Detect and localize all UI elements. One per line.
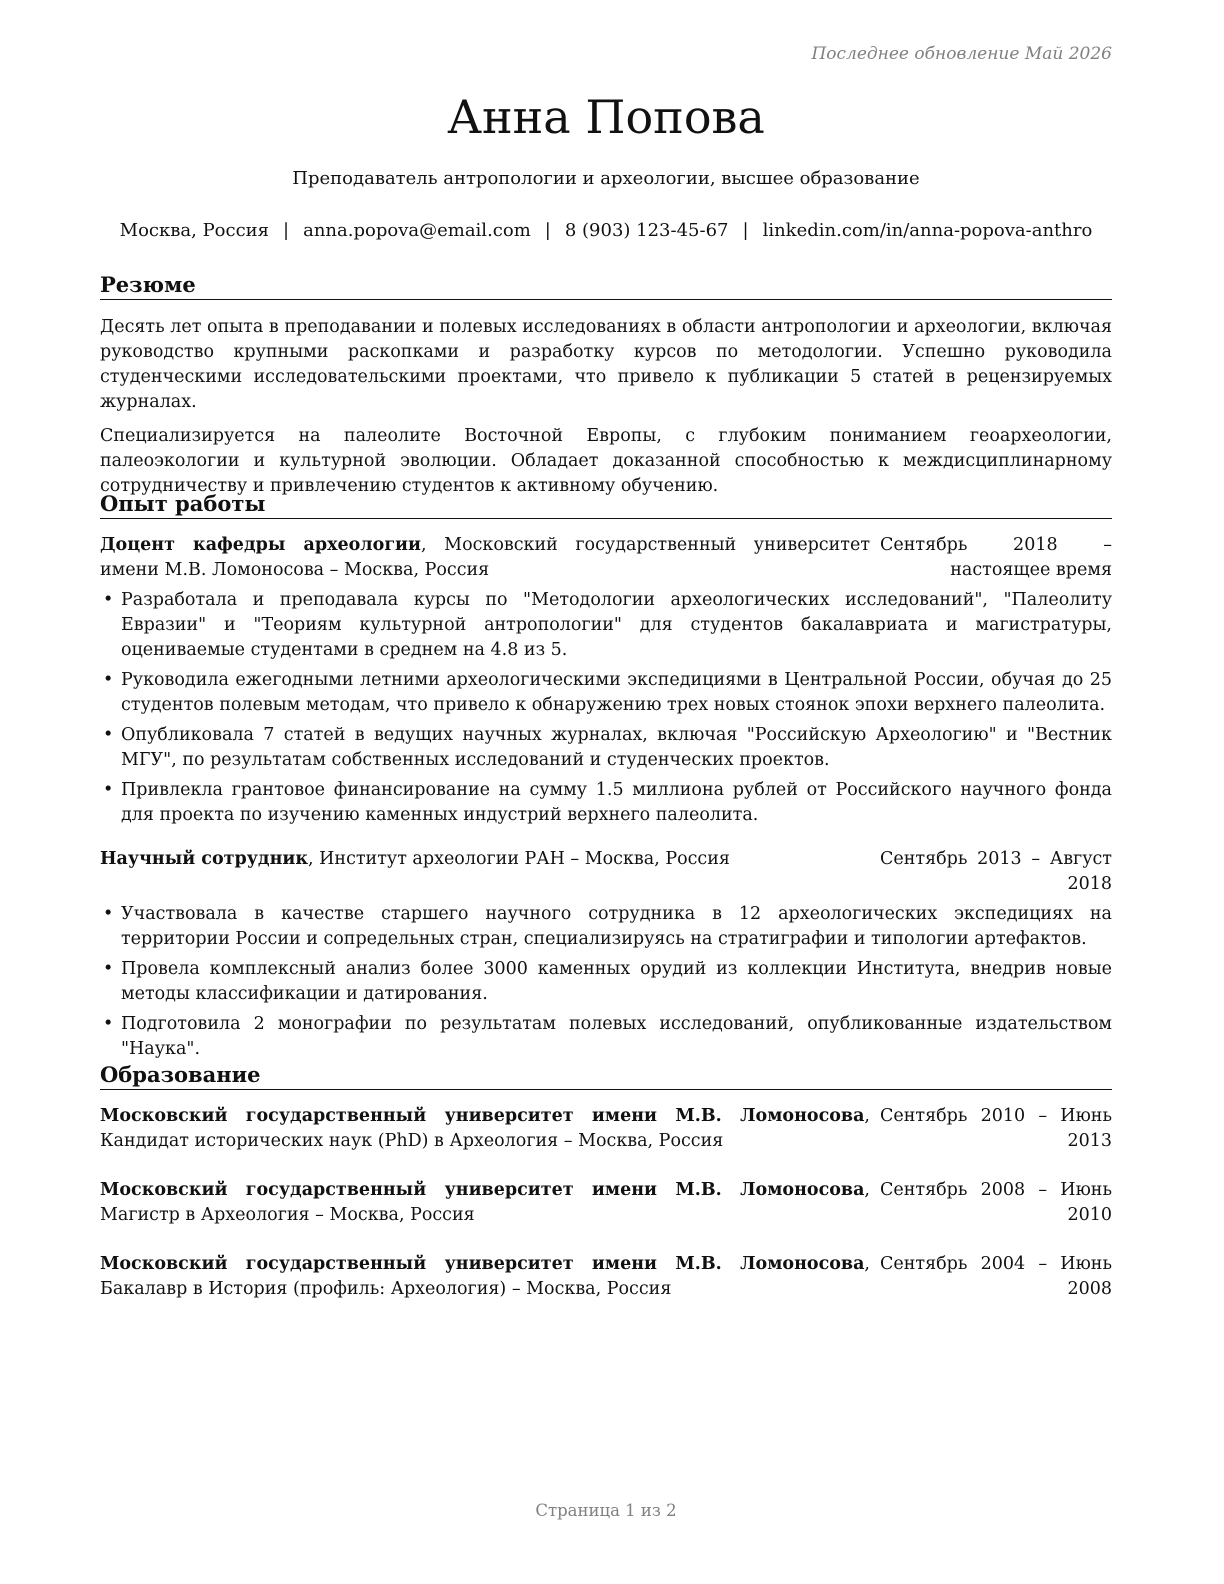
bullet-icon: • [103,590,114,610]
job-header [100,847,1112,897]
contact-phone: 8 (903) 123-45-67 [564,220,729,241]
bullet-icon: • [103,725,114,745]
contact-email[interactable]: anna.popova@email.com [303,220,531,241]
job-bullets [100,588,1112,828]
education-title: Образование [100,1061,1112,1090]
contact-line [100,219,1112,243]
job-title-line [100,847,880,872]
job-entry [100,847,1112,1062]
experience-section [100,490,1112,1067]
summary-title: Резюме [100,271,1112,300]
education-institution: Московский государственный университет имени М.В. Ломоносова [100,1254,865,1274]
candidate-name: Анна Попова [447,90,765,144]
education-institution: Московский государственный университет имени М.В. Ломоносова [100,1180,865,1200]
last-updated: Последнее обновление Май 2026 [811,44,1112,64]
bullet-icon: • [103,670,114,690]
bullet-icon: • [103,959,114,979]
job-details: , Институт археологии РАН – Москва, Россия [308,849,730,869]
contact-separator: | [742,220,749,241]
education-header [100,1104,1112,1154]
summary-paragraph: Специализируется на палеолите Восточной Европы, с глубоким пониманием геоархеологии, палеоэкологии и культурной эволюции. Обладает доказанной способностью к междисциплинарному сотрудничеству и привлечению студентов к активному обучению. [100,426,1112,496]
page-number: Страница 1 из 2 [535,1501,677,1520]
contact-location: Москва, Россия [119,220,270,241]
education-dates: Сентябрь 2008 – Июнь 2010 [880,1180,1112,1225]
job-position: Научный сотрудник [100,849,309,869]
education-title-line [100,1178,880,1228]
list-item: • Подготовила 2 монографии по результатам полевых исследований, опубликованные издательством "Наука". [103,1014,1112,1059]
education-dates: Сентябрь 2010 – Июнь 2013 [880,1106,1112,1151]
education-title-line [100,1252,880,1302]
job-entry [100,533,1112,828]
list-item: • Разработала и преподавала курсы по "Методологии археологических исследований", "Палеолиту Евразии" и "Теориям культурной антропологии" для студентов бакалавриата и магистратуры, оцениваемые студентами в среднем на 4.8 из 5. [103,590,1112,660]
education-details: , Кандидат исторических наук (PhD) в Археология – Москва, Россия [100,1106,870,1151]
education-institution: Московский государственный университет имени М.В. Ломоносова [100,1106,865,1126]
bullet-icon: • [103,904,114,924]
list-item: • Провела комплексный анализ более 3000 каменных орудий из коллекции Института, внедрив новые методы классификации и датирования. [103,959,1112,1004]
education-section [100,1061,1112,1302]
education-entry [100,1178,1112,1228]
bullet-icon: • [103,780,114,800]
education-dates: Сентябрь 2004 – Июнь 2008 [880,1254,1112,1299]
list-item: • Участвовала в качестве старшего научного сотрудника в 12 археологических экспедициях на территории России и сопредельных стран, специализируясь на стратиграфии и типологии артефактов. [103,904,1112,949]
experience-title: Опыт работы [100,490,1112,519]
list-item: • Привлекла грантовое финансирование на сумму 1.5 миллиона рублей от Российского научного фонда для проекта по изучению каменных индустрий верхнего палеолита. [103,780,1112,825]
job-bullets [100,902,1112,1062]
job-position: Доцент кафедры археологии [100,535,422,555]
job-header [100,533,1112,583]
education-entry [100,1252,1112,1302]
contact-separator: | [544,220,551,241]
list-item: • Руководила ежегодными летними археологическими экспедициями в Центральной России, обучая до 25 студентов полевым методам, что привело к обнаружению трех новых стоянок эпохи верхнего палеолита. [103,670,1112,715]
education-details: , Бакалавр в История (профиль: Археология) – Москва, Россия [100,1254,870,1299]
contact-linkedin[interactable]: linkedin.com/in/anna-popova-anthro [762,220,1093,241]
education-title-line [100,1104,880,1154]
summary-paragraph: Десять лет опыта в преподавании и полевых исследованиях в области антропологии и археологии, включая руководство крупными раскопками и разработку курсов по методологии. Успешно руководила студенческими исследовательскими проектами, что привело к публикации 5 статей в рецензируемых журналах. [100,317,1112,412]
job-dates: Сентябрь 2013 – Август 2018 [880,849,1112,894]
education-header [100,1252,1112,1302]
summary-section [100,271,1112,499]
list-item: • Опубликовала 7 статей в ведущих научных журналах, включая "Российскую Археологию" и "Вестник МГУ", по результатам собственных исследований и студенческих проектов. [103,725,1112,770]
education-entry [100,1104,1112,1154]
job-details: , Московский государственный университет имени М.В. Ломоносова – Москва, Россия [100,535,870,580]
contact-separator: | [283,220,290,241]
bullet-icon: • [103,1014,114,1034]
education-header [100,1178,1112,1228]
headline: Преподаватель антропологии и археологии, высшее образование [292,168,920,189]
job-dates: Сентябрь 2018 – настоящее время [880,535,1112,580]
education-details: , Магистр в Археология – Москва, Россия [100,1180,870,1225]
job-title-line [100,533,880,583]
resume-page [100,0,1112,1584]
